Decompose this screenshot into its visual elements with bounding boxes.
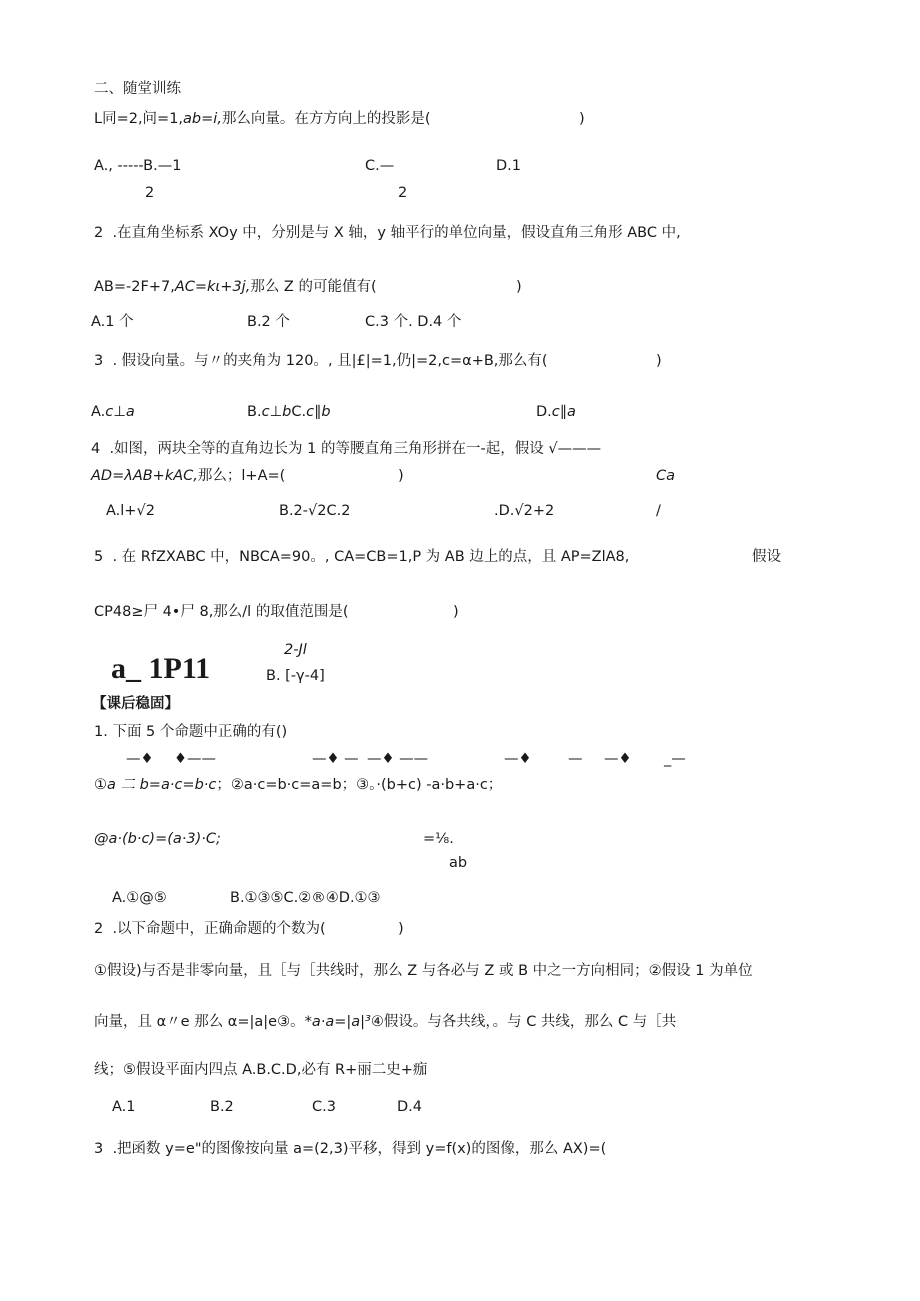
q3-option-a (91, 403, 135, 421)
q5-stem: 5 . 在 RfZXABC 中，NBCA=90。, CA=CB=1,P 为 AB 边上的点，且 AP=ZlA8, (94, 549, 630, 565)
q2-option-b: B.2 个 (247, 314, 290, 330)
q1-stem-a: L同=2,问=1, (94, 111, 184, 127)
q2-line2-c: 那么 Z 的可能值有( (250, 279, 377, 295)
q5-option-b-top: 2-Jl (284, 642, 307, 658)
h1-line1-a: ①a 二 b=a·c=b·c (94, 777, 217, 793)
h2-line1: ①假设)与否是非零向量，且［与［共线时，那么 Z 与各必与 Z 或 B 中之一方向相同；②假设 1 为单位 (94, 963, 753, 979)
q4-stem: 4 .如图，两块全等的直角边长为 1 的等腰直角三角形拼在一-起，假设 √——— (91, 441, 602, 457)
q2-line2-b: AC=kι+3j, (174, 279, 251, 295)
q1-option-c-denominator: 2 (398, 185, 408, 201)
h2-stem: 2 .以下命题中，正确命题的个数为( (94, 921, 326, 937)
q2-paren-close: ) (516, 279, 522, 295)
h2-option-a: A.1 (112, 1099, 136, 1115)
h1-option-bcd: B.①③⑤C.②®④D.①③ (230, 890, 381, 906)
h1-line2: @a·(b·c)=(a·3)·C; (94, 831, 221, 847)
h1-vector-mark: ♦—— (174, 751, 216, 767)
h1-stem: 1. 下面 5 个命题中正确的有() (94, 724, 288, 740)
q4-option-d: .D.√2+2 (494, 503, 555, 519)
h1-vector-mark: —♦ (604, 751, 632, 767)
h3-stem: 3 .把函数 y=e"的图像按向量 a=(2,3)平移，得到 y=f(x)的图像，那么 AX)=( (94, 1141, 607, 1157)
q1-option-ab: A., -----B.—1 (94, 158, 182, 174)
q3-option-c-label: C. (291, 404, 307, 420)
q4-paren-close: ) (398, 468, 404, 484)
q3-stem: 3 . 假设向量。与〃的夹角为 120。, 且|£|=1,仍|=2,c=α+B,那么有( (94, 353, 548, 369)
h2-option-c: C.3 (312, 1099, 336, 1115)
q2-stem: 2 .在直角坐标系 XOy 中，分别是与 X 轴，y 轴平行的单位向量，假设直角三角形 ABC 中, (94, 225, 681, 241)
h2-line2-a: 向量，且 α〃e 那么 α=|a|e③。 (94, 1014, 305, 1030)
h1-vector-mark: —♦ —— (367, 751, 429, 767)
q5-option-b: B. [-γ-4] (266, 668, 325, 684)
h1-line1 (94, 776, 502, 794)
q1-stem-c: 那么向量。在方方向上的投影是( (221, 111, 431, 127)
q4-option-a: A.l+√2 (106, 503, 155, 519)
q3-option-d-label: D. (536, 404, 552, 420)
q1-option-c: C.— (365, 158, 395, 174)
h2-line2-c: ④假设。与各共线，。与 C 共线，那么 C 与［共 (370, 1014, 677, 1030)
q1-option-b-denominator: 2 (145, 185, 155, 201)
h2-option-d: D.4 (397, 1099, 422, 1115)
q3-option-b-label: B. (247, 404, 262, 420)
q3-option-a-math: c⊥a (105, 404, 135, 420)
q1-paren-close: ) (579, 111, 585, 127)
h1-vector-mark: — (568, 751, 583, 767)
q3-option-d-math: c∥a (551, 404, 576, 420)
q4-line2-b: 那么；l+A=( (197, 468, 286, 484)
section-title: 二、随堂训练 (94, 81, 181, 97)
q4-line2 (91, 467, 285, 485)
h1-line1-b: ；②a·c=b·c=a=b；③。·(b+c) -a·b+a·c； (216, 777, 503, 793)
h2-option-b: B.2 (210, 1099, 234, 1115)
h1-fraction-bottom: ab (449, 855, 468, 871)
h1-vector-mark: —♦ — (312, 751, 359, 767)
q4-figure-slash: / (656, 503, 661, 519)
q4-figure-label: Ca (656, 468, 676, 484)
q5-paren-close: ) (453, 604, 459, 620)
h1-vector-mark: —♦ (126, 751, 154, 767)
q3-option-a-label: A. (91, 404, 106, 420)
q2-option-cd: C.3 个. D.4 个 (365, 314, 462, 330)
q3-option-b-math: c⊥b (261, 404, 292, 420)
h2-line2 (94, 1013, 676, 1031)
h1-fraction-top: =⅛. (423, 831, 454, 847)
q1-stem-b: ab=i, (183, 111, 222, 127)
h2-line2-b: *a·a=|a|³ (304, 1014, 371, 1030)
q5-line2: CP48≥尸 4•尸 8,那么/l 的取值范围是( (94, 604, 349, 620)
q2-option-a: A.1 个 (91, 314, 134, 330)
q2-line2-a: AB=-2F+7, (94, 279, 175, 295)
q1-option-d: D.1 (496, 158, 521, 174)
q5-stem-tail: 假设 (752, 549, 781, 565)
q5-option-a: a_ 1P11 (111, 652, 211, 685)
h1-vector-mark: _— (664, 751, 686, 767)
h2-line3: 线；⑤假设平面内四点 A.B.C.D,必有 R+丽二史+痂 (94, 1062, 428, 1078)
q1-stem (94, 110, 431, 128)
homework-title: 【课后稳固】 (92, 696, 179, 712)
q2-line2 (94, 278, 377, 296)
q4-option-bc: B.2-√2C.2 (279, 503, 351, 519)
q4-line2-a: AD=λAB+kAC, (91, 468, 198, 484)
h2-paren-close: ) (398, 921, 404, 937)
q3-option-c-math: c∥b (306, 404, 331, 420)
q3-option-bc (247, 403, 331, 421)
q3-option-d (536, 403, 576, 421)
h1-option-a: A.①@⑤ (112, 890, 167, 906)
q3-paren-close: ) (656, 353, 662, 369)
h1-vector-mark: —♦ (504, 751, 532, 767)
